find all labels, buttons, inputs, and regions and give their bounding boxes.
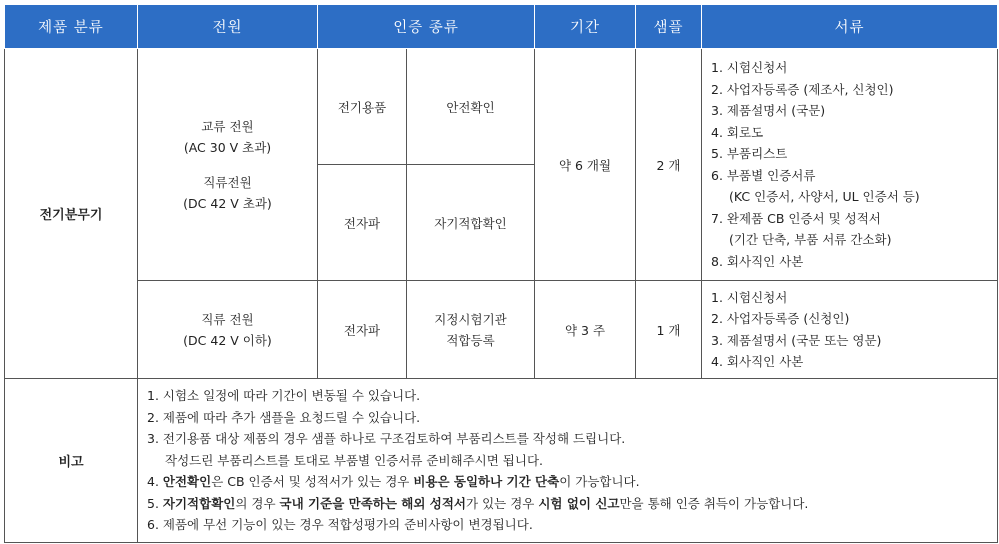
power-group2 <box>138 281 318 379</box>
remark-emphasis: 시험 없이 신고 <box>538 495 620 511</box>
doc-item: (KC 인증서, 사양서, UL 인증서 등) <box>729 189 920 204</box>
doc-item: (기간 단축, 부품 서류 간소화) <box>729 232 892 247</box>
header-cert-type: 인증 종류 <box>318 5 535 49</box>
remarks-row <box>5 379 998 543</box>
cert-type-emc: 전자파 <box>318 165 407 281</box>
doc-item: 8. 회사직인 사본 <box>711 253 804 269</box>
doc-item: 3. 제품설명서 (국문 또는 영문) <box>711 332 882 348</box>
remarks-label: 비고 <box>5 379 138 543</box>
power-line: 직류 전원 <box>201 311 254 327</box>
remark-item: 5. 자기적합확인의 경우 국내 기준을 만족하는 해외 성적서가 있는 경우 시험 없이 신고만을 통해 인증 취득이 가능합니다. <box>147 495 809 511</box>
doc-item: 2. 사업자등록증 (제조사, 신청인) <box>711 81 894 97</box>
remark-item: 6. 제품에 무선 기능이 있는 경우 적합성평가의 준비사항이 변경됩니다. <box>147 517 533 533</box>
cert-line: 적합등록 <box>446 332 495 348</box>
certification-table <box>4 4 998 543</box>
cert-type-electrical: 전기용품 <box>318 49 407 165</box>
doc-item: 4. 회사직인 사본 <box>711 354 804 369</box>
doc-item: 4. 회로도 <box>711 124 764 140</box>
power-line: (DC 42 V 이하) <box>183 332 272 348</box>
doc-item: 6. 부품별 인증서류 <box>711 167 816 183</box>
period-group1: 약 6 개월 <box>535 49 636 281</box>
power-line: 직류전원 <box>203 174 252 190</box>
documents-group2 <box>702 281 998 379</box>
cert-type-emc-2: 전자파 <box>318 281 407 379</box>
power-line: (AC 30 V 초과) <box>183 139 272 155</box>
header-documents: 서류 <box>702 5 998 49</box>
cert-self-conformity: 자기적합확인 <box>407 165 535 281</box>
doc-item: 5. 부품리스트 <box>711 146 788 161</box>
header-sample: 샘플 <box>636 5 702 49</box>
sample-group2: 1 개 <box>636 281 702 379</box>
remark-emphasis: 비용은 동일하나 기간 단축 <box>413 474 560 490</box>
sample-group1: 2 개 <box>636 49 702 281</box>
header-power: 전원 <box>138 5 318 49</box>
cert-line: 지정시험기관 <box>434 311 507 327</box>
doc-item: 1. 시험신청서 <box>711 289 788 305</box>
power-line: 교류 전원 <box>201 118 254 134</box>
documents-group1 <box>702 49 998 281</box>
power-group1 <box>138 49 318 281</box>
product-category: 전기분무기 <box>5 49 138 379</box>
table-row <box>5 281 998 379</box>
power-line: (DC 42 V 초과) <box>183 195 272 211</box>
doc-item: 3. 제품설명서 (국문) <box>711 103 826 118</box>
doc-item: 1. 시험신청서 <box>711 60 788 75</box>
period-group2: 약 3 주 <box>535 281 636 379</box>
remark-item: 4. 안전확인은 CB 인증서 및 성적서가 있는 경우 비용은 동일하나 기간 단축이 가능합니다. <box>147 474 640 490</box>
remark-item: 작성드린 부품리스트를 토대로 부품별 인증서류 준비해주시면 됩니다. <box>165 452 543 468</box>
remark-emphasis: 자기적합확인 <box>162 495 236 511</box>
header-period: 기간 <box>535 5 636 49</box>
remark-emphasis: 국내 기준을 만족하는 해외 성적서 <box>279 495 467 511</box>
remark-emphasis: 안전확인 <box>162 474 212 490</box>
header-row <box>5 5 998 49</box>
doc-item: 7. 완제품 CB 인증서 및 성적서 <box>711 210 881 226</box>
table-row <box>5 49 998 165</box>
cert-designated-lab <box>407 281 535 379</box>
remark-item: 2. 제품에 따라 추가 샘플을 요청드릴 수 있습니다. <box>147 409 421 425</box>
header-category: 제품 분류 <box>5 5 138 49</box>
cert-safety-confirm: 안전확인 <box>407 49 535 165</box>
remark-item: 1. 시험소 일정에 따라 기간이 변동될 수 있습니다. <box>147 388 421 404</box>
remarks-content <box>138 379 998 543</box>
doc-item: 2. 사업자등록증 (신청인) <box>711 311 850 326</box>
remark-item: 3. 전기용품 대상 제품의 경우 샘플 하나로 구조검토하여 부품리스트를 작성해 드립니다. <box>147 431 626 447</box>
